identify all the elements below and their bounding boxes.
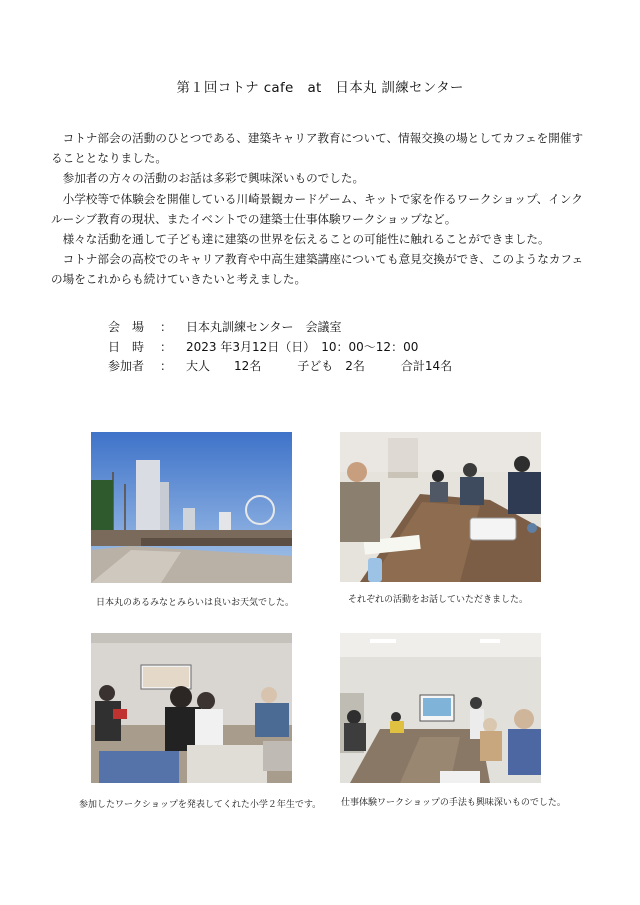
venue-value: 日本丸訓練センター 会議室: [186, 320, 342, 334]
separator: ：: [160, 320, 173, 334]
venue-label: 会 場: [108, 320, 145, 334]
photo-workshop-presentation: [91, 633, 292, 783]
page-title: 第１回コトナ cafe at 日本丸 訓練センター: [176, 80, 464, 96]
photo-caption: 仕事体験ワークショップの手法も興味深いものでした。: [341, 798, 566, 808]
photo-caption: 日本丸のあるみなとみらいは良いお天気でした。: [96, 598, 295, 608]
date-label: 日 時: [108, 339, 145, 354]
paragraph: 様々な活動を通して子ども達に建築の世界を伝えることの可能性に触れることができました。: [62, 232, 550, 247]
body-text: [51, 128, 591, 290]
photo-job-workshop: [340, 633, 541, 783]
venue-row: [108, 318, 452, 338]
participants-row: [108, 357, 452, 377]
paragraph: 小学校等で体験会を開催している川崎景観カードゲーム、キットで家を作るワークショップ、インクルーシブ教育の現状、またイベントでの建築士仕事体験ワークショップなど。: [51, 191, 583, 226]
event-info: [108, 318, 452, 377]
photo-minatomirai: [91, 432, 292, 583]
participants-label: 参加者: [108, 359, 145, 373]
photo-caption: それぞれの活動をお話していただきました。: [348, 595, 529, 605]
photo-caption: 参加したワークショップを発表してくれた小学２年生です。: [79, 800, 322, 810]
paragraph: コトナ部会の活動のひとつである、建築キャリア教育について、情報交換の場としてカフェを開催することとなりました。: [51, 131, 584, 166]
photo-meeting: [340, 432, 541, 582]
date-row: [108, 338, 452, 358]
paragraph: 参加者の方々の活動のお話は多彩で興味深いものでした。: [62, 171, 365, 186]
date-value: 2023 年3月12日（日） 10：00～12：00: [186, 339, 419, 354]
paragraph: コトナ部会の高校でのキャリア教育や中高生建築講座についても意見交換ができ、このようなカフェの場をこれからも続けていきたいと考えました。: [51, 252, 584, 287]
separator: ：: [160, 339, 173, 354]
separator: ：: [160, 359, 173, 373]
participants-value: 大人 12名 子ども 2名 合計14名: [186, 359, 453, 373]
